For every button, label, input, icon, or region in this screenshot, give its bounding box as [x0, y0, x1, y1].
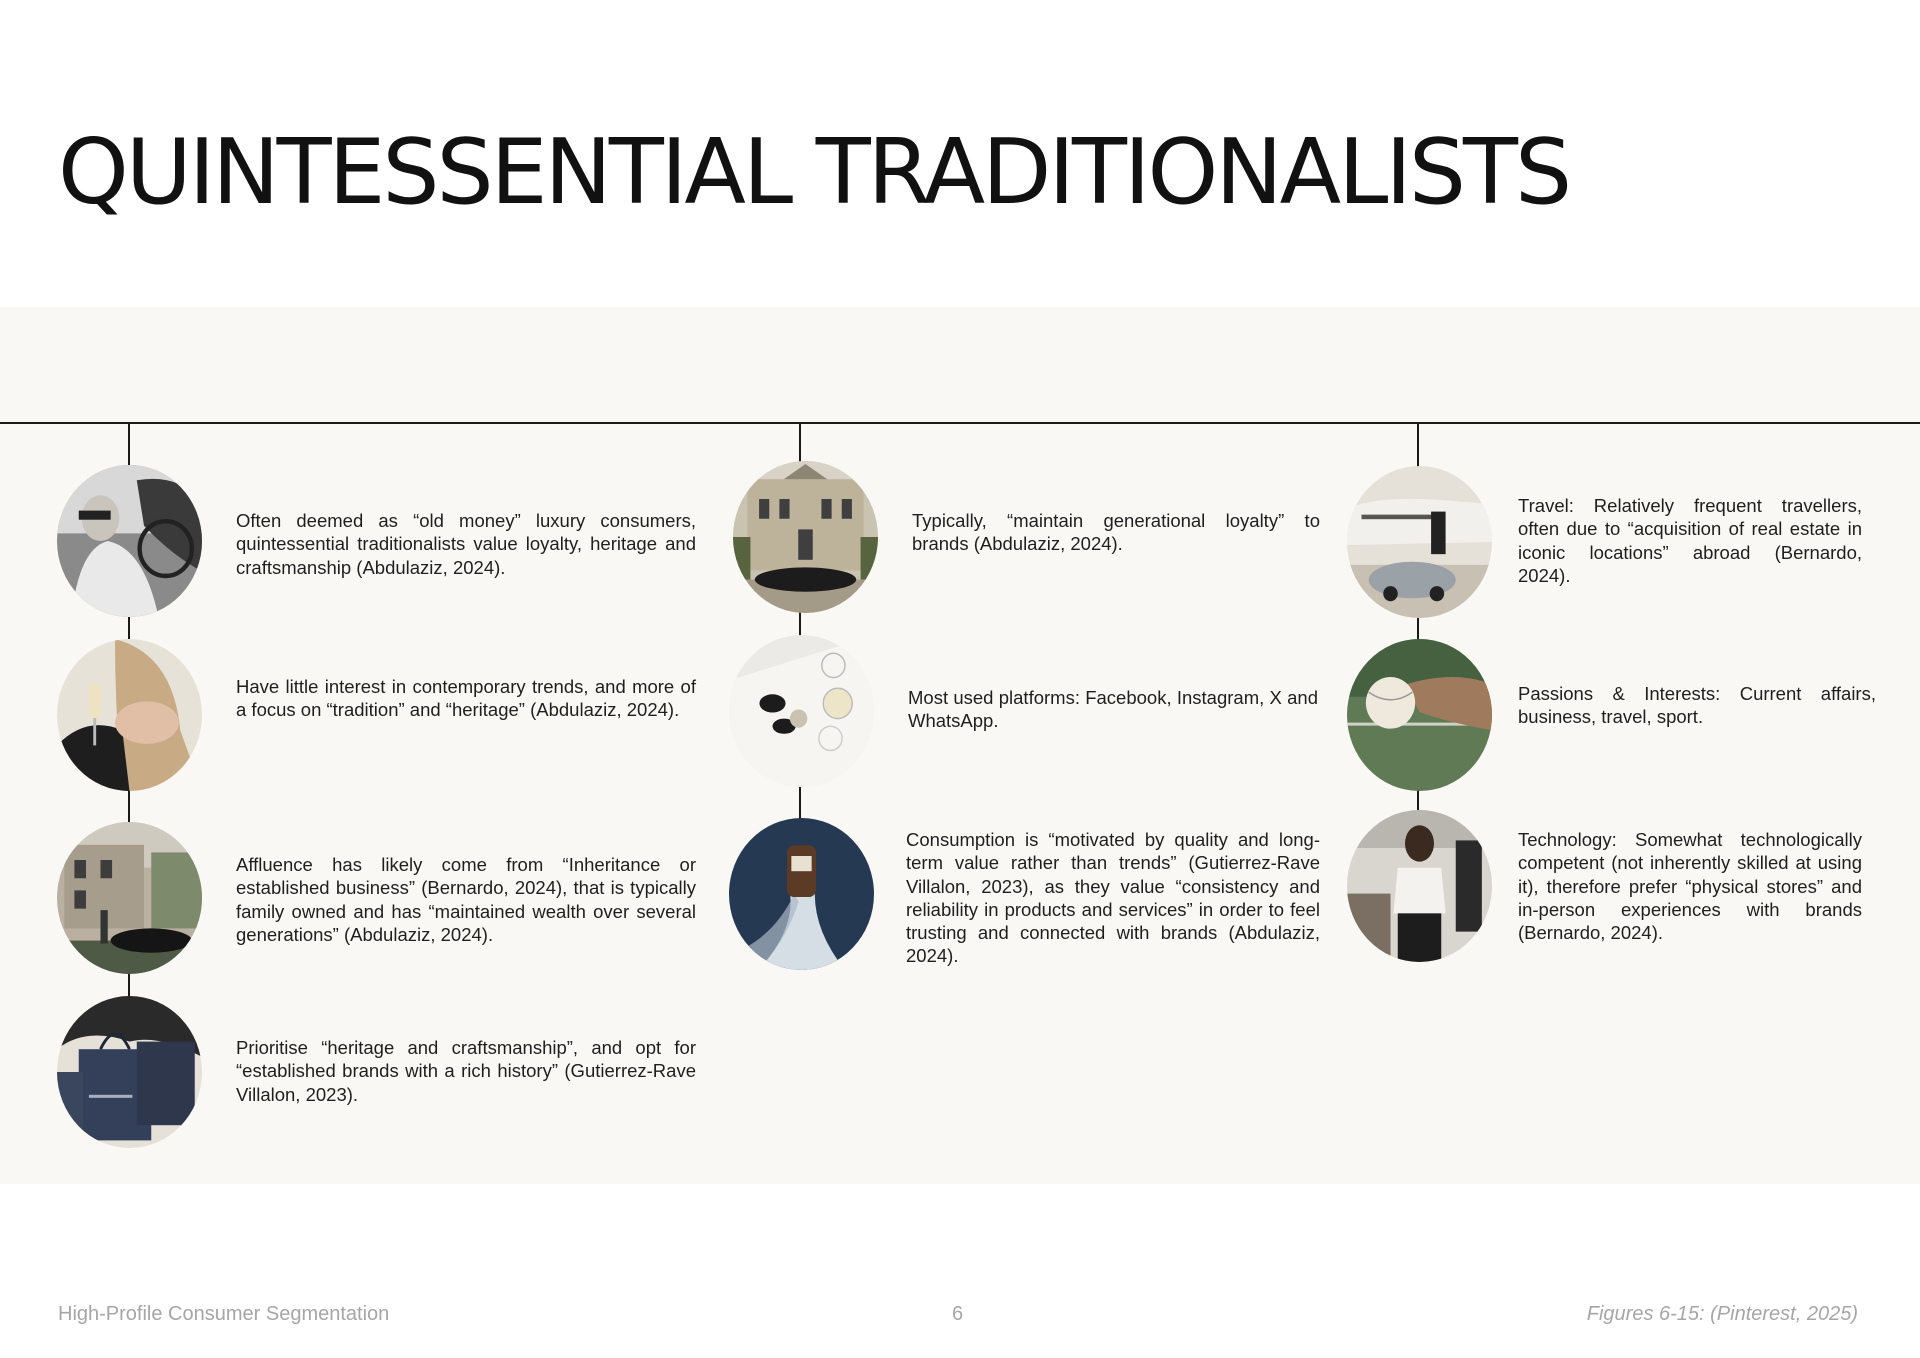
private-jet-photo [1347, 466, 1492, 618]
list-item: Have little interest in contemporary trends, and more of a focus on “tradition” and “heritage” (Abdulaziz, 2024). [236, 676, 696, 721]
mansion-photo [733, 461, 878, 613]
woman-in-car-photo [57, 465, 202, 617]
list-item: Typically, “maintain generational loyalty” to brands (Abdulaziz, 2024). [912, 510, 1320, 555]
list-item: Consumption is “motivated by quality and long-term value rather than trends” (Gutierrez-Rave Villalon, 2023), as they value “consistency and reliability in products and services” in order to feel trusting and connected with brands (Abdulaziz, 2024). [906, 829, 1320, 967]
list-item: Often deemed as “old money” luxury consumers, quintessential traditionalists value loyalty, heritage and craftsmanship (Abdulaziz, 2024). [236, 510, 696, 578]
list-item: Affluence has likely come from “Inheritance or established business” (Bernardo, 2024), that is typically family owned and has “maintained wealth over several generations” (Abdulaziz, 2024). [236, 854, 696, 945]
page-number: 6 [952, 1303, 964, 1325]
list-item: Prioritise “heritage and craftsmanship”, and opt for “established brands with a rich history” (Gutierrez-Rave Villalon, 2023). [236, 1037, 696, 1105]
footer-document-title: High-Profile Consumer Segmentation [58, 1303, 390, 1325]
list-item: Technology: Somewhat technologically competent (not inherently skilled at using it), therefore prefer “physical stores” and in-person experiences with brands (Bernardo, 2024). [1518, 829, 1862, 944]
tennis-ball-photo [1347, 639, 1492, 791]
list-item: Travel: Relatively frequent travellers, often due to “acquisition of real estate in iconic locations” abroad (Bernardo, 2024). [1518, 495, 1862, 586]
chateau-classic-car-photo [57, 822, 202, 974]
woman-with-wine-photo [57, 639, 202, 791]
woman-on-yacht-photo [1347, 810, 1492, 962]
list-item: Passions & Interests: Current affairs, business, travel, sport. [1518, 683, 1876, 728]
figure-credit: Figures 6-15: (Pinterest, 2025) [1586, 1303, 1858, 1325]
speedboat-photo [729, 818, 874, 970]
shopping-bags-photo [57, 996, 202, 1148]
page-title: QUINTESSENTIAL TRADITIONALISTS [58, 120, 1570, 225]
table-setting-photo [729, 635, 874, 787]
list-item: Most used platforms: Facebook, Instagram, X and WhatsApp. [908, 687, 1318, 732]
timeline-horizontal-line [0, 422, 1920, 424]
